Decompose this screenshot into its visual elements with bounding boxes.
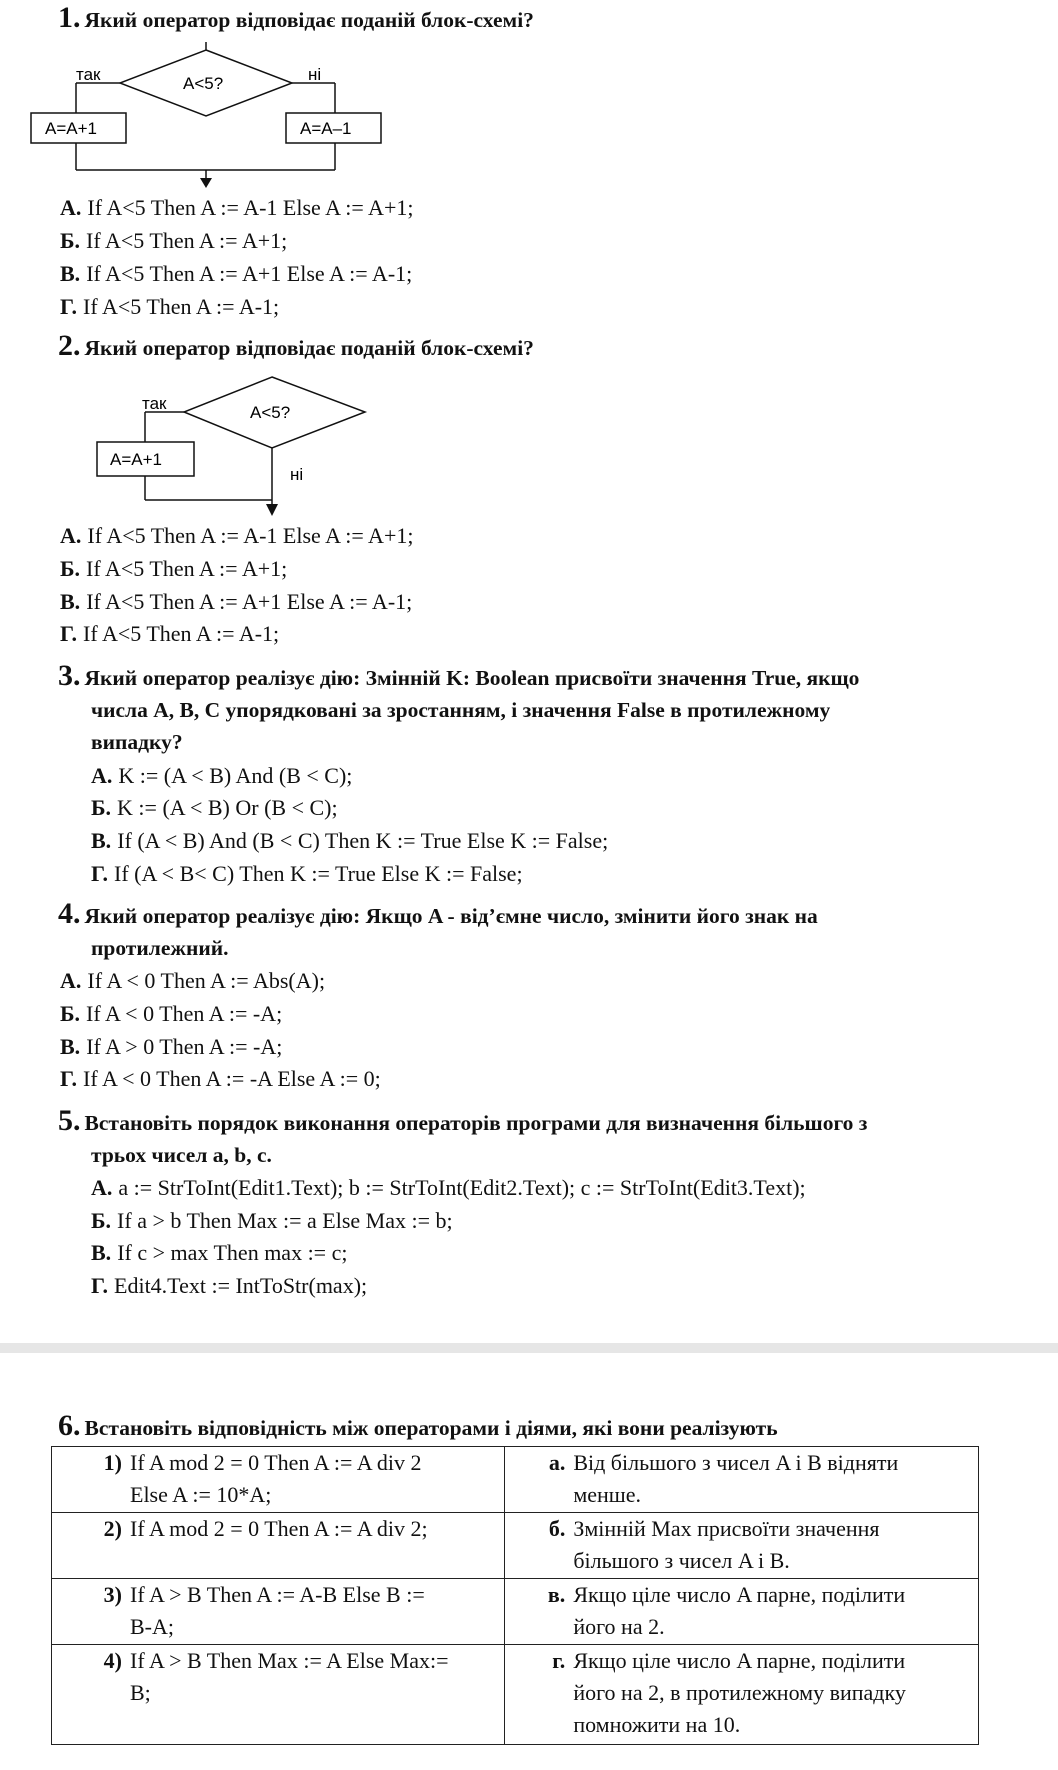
flow-condition: A<5? <box>183 74 224 93</box>
question-text: Який оператор відповідає поданій блок-схемі? <box>84 336 534 360</box>
question-number: 1. <box>58 1 81 34</box>
flow-condition: A<5? <box>250 403 291 422</box>
table-row <box>52 1645 979 1745</box>
question-text: Який оператор реалізує дію: Якщо A - від’ємне число, змінити його знак на <box>84 904 818 928</box>
action-cell: в. Якщо ціле число A парне, поділити його на 2. <box>505 1579 979 1645</box>
option-a: А. K := (A < B) And (B < C); <box>91 763 353 788</box>
matching-table <box>51 1446 979 1745</box>
question-text: Встановіть порядок виконання операторів програми для визначення більшого з <box>84 1111 868 1135</box>
operator-cell: 3) If A > B Then A := A-B Else B := B-A; <box>52 1579 505 1645</box>
flow-no-label: ні <box>308 65 322 84</box>
option-b: Б. If a > b Then Max := a Else Max := b; <box>91 1208 453 1233</box>
option-c: В. If (A < B) And (B < C) Then K := True Else K := False; <box>91 828 609 853</box>
question-text-cont: числа A, B, C упорядковані за зростанням, і значення False в протилежному <box>91 698 831 722</box>
table-row <box>52 1513 979 1579</box>
question-4-title <box>58 898 818 964</box>
option-d: Г. If A<5 Then A := A-1; <box>60 294 280 319</box>
flow-left-box: A=A+1 <box>45 119 97 138</box>
operator-cell: 4) If A > B Then Max := A Else Max:= B; <box>52 1645 505 1745</box>
action-cell: а. Від більшого з чисел A і B відняти менше. <box>505 1447 979 1513</box>
option-b: Б. If A < 0 Then A := -A; <box>60 1001 283 1026</box>
flow-no-label: ні <box>290 465 304 484</box>
question-6-title <box>58 1410 778 1444</box>
question-number: 4. <box>58 897 81 930</box>
option-d: Г. If (A < B< C) Then K := True Else K := False; <box>91 861 523 886</box>
option-a: А. If A<5 Then A := A-1 Else A := A+1; <box>60 195 414 220</box>
question-number: 3. <box>58 659 81 692</box>
flow-left-box: A=A+1 <box>110 450 162 469</box>
option-b: Б. If A<5 Then A := A+1; <box>60 228 288 253</box>
question-5-title <box>58 1105 867 1171</box>
option-a: А. a := StrToInt(Edit1.Text); b := StrToInt(Edit2.Text); c := StrToInt(Edit3.Text); <box>91 1175 806 1200</box>
option-a: А. If A<5 Then A := A-1 Else A := A+1; <box>60 523 414 548</box>
question-3-title <box>58 660 859 758</box>
option-c: В. If A > 0 Then A := -A; <box>60 1034 283 1059</box>
question-number: 5. <box>58 1104 81 1137</box>
question-1-title <box>58 2 534 36</box>
question-number: 6. <box>58 1409 81 1442</box>
question-text-cont: трьох чисел a, b, c. <box>91 1143 272 1167</box>
table-row <box>52 1447 979 1513</box>
question-text: Встановіть відповідність між операторами і діями, які вони реалізують <box>84 1416 778 1440</box>
option-d: Г. If A < 0 Then A := -A Else A := 0; <box>60 1066 381 1091</box>
option-c: В. If A<5 Then A := A+1 Else A := A-1; <box>60 589 413 614</box>
question-text: Який оператор відповідає поданій блок-схемі? <box>84 8 534 32</box>
flowchart-2 <box>0 370 420 520</box>
table-row <box>52 1579 979 1645</box>
question-text-cont: випадку? <box>91 730 183 754</box>
action-cell: г. Якщо ціле число A парне, поділити його на 2, в протилежному випадку помножити на 10. <box>505 1645 979 1745</box>
flow-right-box: A=A–1 <box>300 119 352 138</box>
page-divider <box>0 1343 1058 1353</box>
flow-yes-label: так <box>142 394 167 413</box>
flow-yes-label: так <box>76 65 101 84</box>
operator-cell: 2) If A mod 2 = 0 Then A := A div 2; <box>52 1513 505 1579</box>
option-b: Б. If A<5 Then A := A+1; <box>60 556 288 581</box>
flowchart-1 <box>0 38 420 188</box>
action-cell: б. Змінній Max присвоїти значення більшого з чисел A і B. <box>505 1513 979 1579</box>
question-number: 2. <box>58 329 81 362</box>
option-c: В. If A<5 Then A := A+1 Else A := A-1; <box>60 261 413 286</box>
question-2-title <box>58 330 534 364</box>
option-c: В. If c > max Then max := c; <box>91 1240 348 1265</box>
option-d: Г. Edit4.Text := IntToStr(max); <box>91 1273 368 1298</box>
question-text-cont: протилежний. <box>91 936 229 960</box>
option-d: Г. If A<5 Then A := A-1; <box>60 621 280 646</box>
option-a: А. If A < 0 Then A := Abs(A); <box>60 968 326 993</box>
operator-cell: 1) If A mod 2 = 0 Then A := A div 2 Else A := 10*A; <box>52 1447 505 1513</box>
option-b: Б. K := (A < B) Or (B < C); <box>91 795 338 820</box>
question-text: Який оператор реалізує дію: Змінній K: Boolean присвоїти значення True, якщо <box>84 666 860 690</box>
